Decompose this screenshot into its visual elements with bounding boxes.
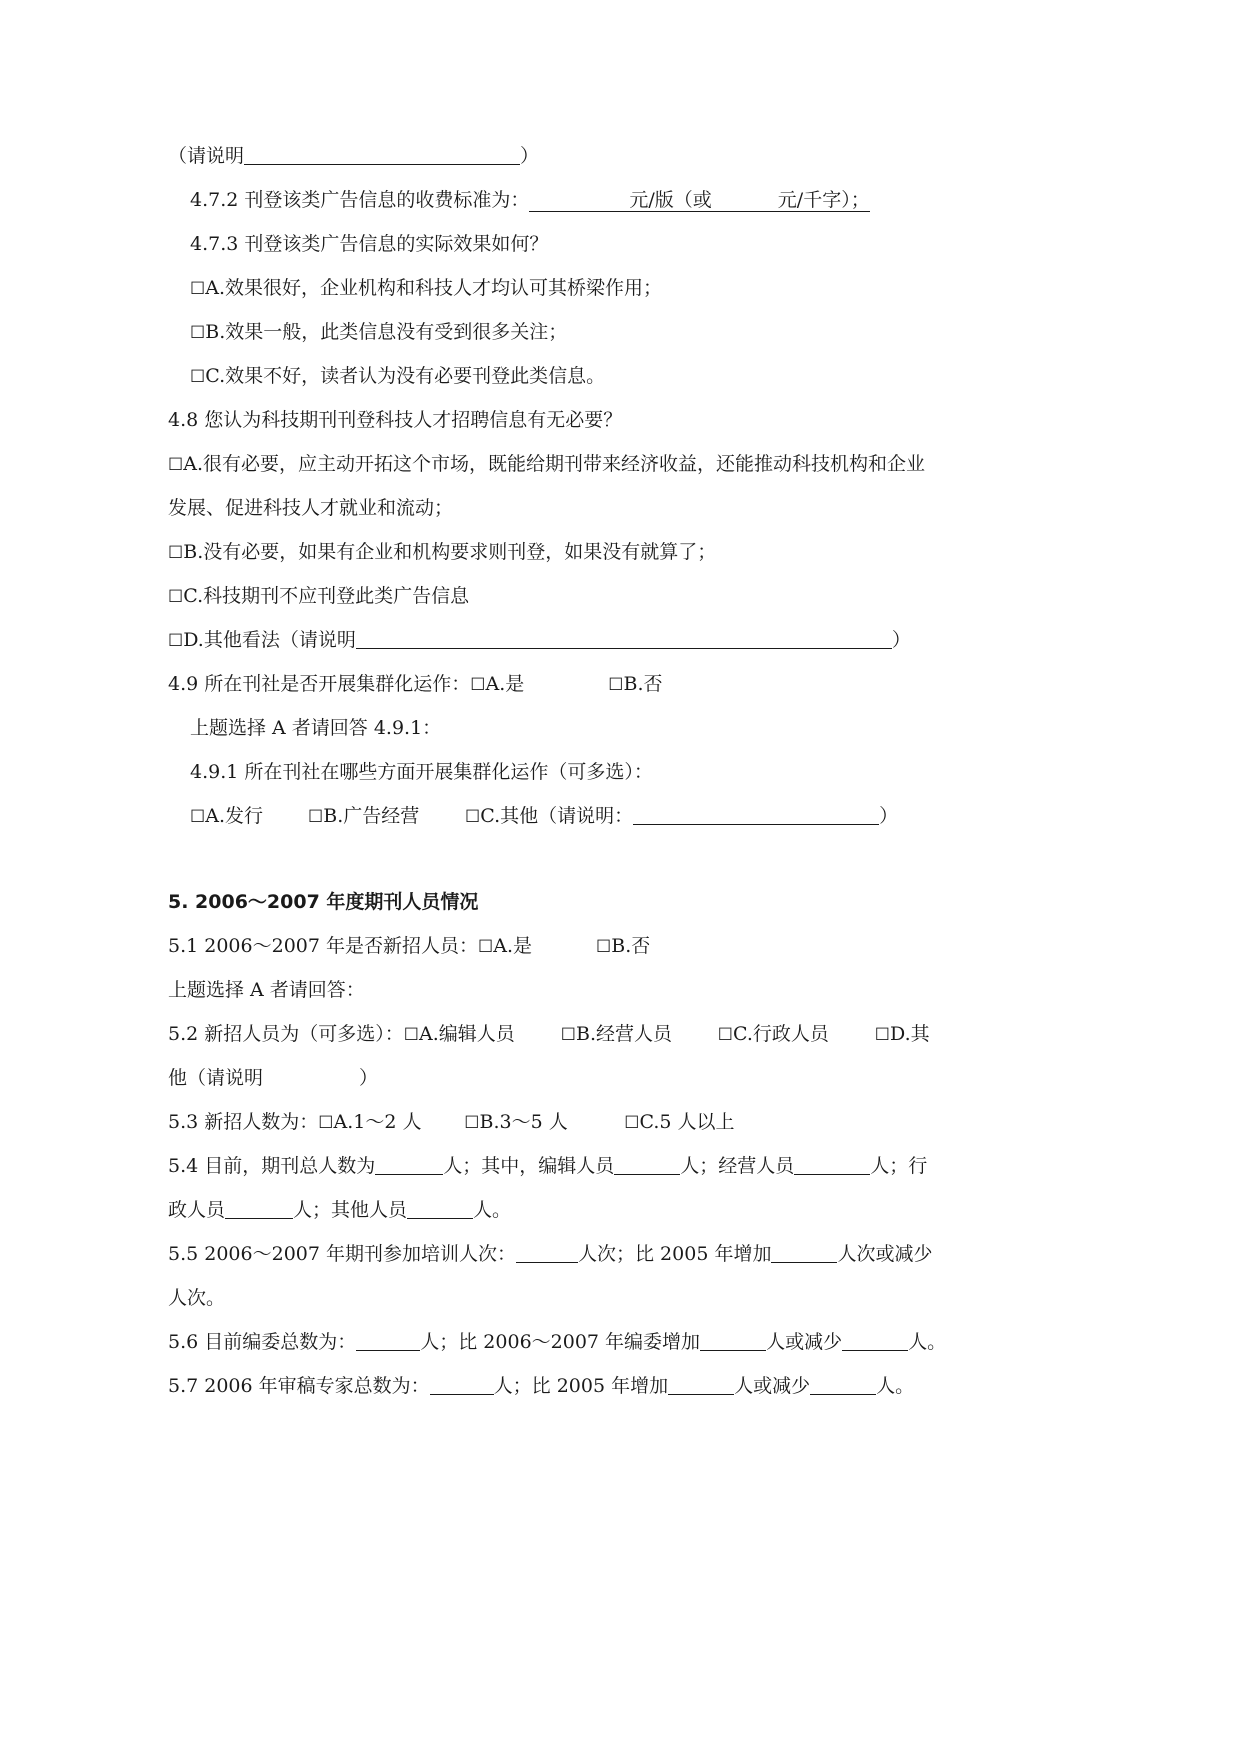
option-admin[interactable]: ☐C.行政人员 xyxy=(717,1023,829,1045)
explain-line: （请说明 ） xyxy=(168,145,540,167)
question-5-2-continued: 他（请说明 ） xyxy=(168,1067,379,1089)
checkbox-icon[interactable]: ☐ xyxy=(190,367,206,387)
option-4-8-d[interactable]: ☐D.其他看法（请说明 ） xyxy=(168,629,911,651)
checkbox-icon[interactable]: ☐ xyxy=(308,807,324,827)
instruction-4-9-1: 上题选择 A 者请回答 4.9.1： xyxy=(190,717,442,739)
editor-count-blank[interactable] xyxy=(614,1156,680,1175)
checkbox-icon[interactable]: ☐ xyxy=(470,675,486,695)
answer-blank[interactable] xyxy=(633,806,879,825)
checkbox-icon[interactable]: ☐ xyxy=(608,675,624,695)
option-business[interactable]: ☐B.经营人员 xyxy=(560,1023,673,1045)
checkbox-icon[interactable]: ☐ xyxy=(190,807,206,827)
option-yes[interactable]: ☐A.是 xyxy=(470,673,525,695)
instruction-5-1: 上题选择 A 者请回答： xyxy=(168,979,365,1001)
question-5-2: 5.2 新招人员为（可多选）：☐A.编辑人员 ☐B.经营人员 ☐C.行政人员 ☐D.其 xyxy=(168,1023,930,1045)
option-4-8-a-continued: 发展、促进科技人才就业和流动； xyxy=(168,497,454,519)
checkbox-icon[interactable]: ☐ xyxy=(465,807,481,827)
checkbox-icon[interactable]: ☐ xyxy=(478,937,494,957)
question-5-7: 5.7 2006 年审稿专家总数为： 人；比 2005 年增加 人或减少 人。 xyxy=(168,1375,915,1397)
question-5-4: 5.4 目前，期刊总人数为 人；其中，编辑人员 人；经营人员 人；行 xyxy=(168,1155,928,1177)
decrease-blank[interactable] xyxy=(810,1376,876,1395)
option-4-8-b[interactable]: ☐B.没有必要，如果有企业和机构要求则刊登，如果没有就算了； xyxy=(168,541,717,563)
checkbox-icon[interactable]: ☐ xyxy=(318,1113,334,1133)
checkbox-icon[interactable]: ☐ xyxy=(560,1025,577,1045)
other-count-blank[interactable] xyxy=(407,1200,473,1219)
fee-blank[interactable]: 元/版（或 元/千字）； xyxy=(529,189,869,212)
question-4-9-1: 4.9.1 所在刊社在哪些方面开展集群化运作（可多选）： xyxy=(190,761,653,783)
option-4-8-c[interactable]: ☐C.科技期刊不应刊登此类广告信息 xyxy=(168,585,470,607)
total-staff-blank[interactable] xyxy=(375,1156,443,1175)
checkbox-icon[interactable]: ☐ xyxy=(403,1025,420,1045)
option-4-7-3-c[interactable]: ☐C.效果不好，读者认为没有必要刊登此类信息。 xyxy=(190,365,606,387)
options-4-9-1 xyxy=(190,804,898,829)
option-editor[interactable]: ☐A.编辑人员 xyxy=(403,1023,515,1045)
checkbox-icon[interactable]: ☐ xyxy=(464,1113,480,1133)
option-no[interactable]: ☐B.否 xyxy=(608,673,663,695)
checkbox-icon[interactable]: ☐ xyxy=(190,279,206,299)
question-5-5: 5.5 2006～2007 年期刊参加培训人次： 人次；比 2005 年增加 人次或减少 xyxy=(168,1243,933,1265)
option-4-7-3-a[interactable]: ☐A.效果很好，企业机构和科技人才均认可其桥梁作用； xyxy=(190,277,663,299)
question-5-1: 5.1 2006～2007 年是否新招人员：☐A.是 ☐B.否 xyxy=(168,935,651,957)
checkbox-icon[interactable]: ☐ xyxy=(168,587,184,607)
admin-count-blank[interactable] xyxy=(225,1200,293,1219)
checkbox-icon[interactable]: ☐ xyxy=(624,1113,640,1133)
editorial-board-blank[interactable] xyxy=(356,1332,420,1351)
option-no[interactable]: ☐B.否 xyxy=(596,935,651,957)
question-4-7-2: 4.7.2 刊登该类广告信息的收费标准为： 元/版（或 元/千字）； xyxy=(190,189,870,211)
increase-blank[interactable] xyxy=(771,1244,837,1263)
option-4-8-a[interactable]: ☐A.很有必要，应主动开拓这个市场，既能给期刊带来经济收益，还能推动科技机构和企业 xyxy=(168,453,926,475)
section-heading-5: 5. 2006～2007 年度期刊人员情况 xyxy=(168,891,479,913)
option-3-5[interactable]: ☐B.3～5 人 xyxy=(464,1111,568,1133)
business-count-blank[interactable] xyxy=(794,1156,870,1175)
option-advertising[interactable]: ☐B.广告经营 xyxy=(308,805,420,827)
option-distribution[interactable]: ☐A.发行 xyxy=(190,805,264,827)
increase-blank[interactable] xyxy=(668,1376,734,1395)
question-5-6: 5.6 目前编委总数为： 人；比 2006～2007 年编委增加 人或减少 人。 xyxy=(168,1331,947,1353)
checkbox-icon[interactable]: ☐ xyxy=(596,937,612,957)
checkbox-icon[interactable]: ☐ xyxy=(874,1025,891,1045)
answer-blank[interactable] xyxy=(244,146,520,165)
question-5-5-continued: 人次。 xyxy=(168,1287,226,1309)
question-5-4-continued: 政人员 人；其他人员 人。 xyxy=(168,1199,512,1221)
reviewer-count-blank[interactable] xyxy=(430,1376,494,1395)
question-4-7-3: 4.7.3 刊登该类广告信息的实际效果如何？ xyxy=(190,233,549,255)
option-yes[interactable]: ☐A.是 xyxy=(478,935,533,957)
option-other[interactable]: ☐C.其他（请说明： ） xyxy=(465,805,899,827)
option-other[interactable]: ☐D.其 xyxy=(874,1023,930,1045)
checkbox-icon[interactable]: ☐ xyxy=(168,543,184,563)
checkbox-icon[interactable]: ☐ xyxy=(190,323,206,343)
increase-blank[interactable] xyxy=(700,1332,766,1351)
decrease-blank[interactable] xyxy=(842,1332,908,1351)
checkbox-icon[interactable]: ☐ xyxy=(717,1025,734,1045)
option-4-7-3-b[interactable]: ☐B.效果一般，此类信息没有受到很多关注； xyxy=(190,321,568,343)
option-1-2[interactable]: ☐A.1～2 人 xyxy=(318,1111,422,1133)
option-5-plus[interactable]: ☐C.5 人以上 xyxy=(624,1111,735,1133)
answer-blank[interactable] xyxy=(356,630,892,649)
question-4-9: 4.9 所在刊社是否开展集群化运作：☐A.是 ☐B.否 xyxy=(168,673,663,695)
checkbox-icon[interactable]: ☐ xyxy=(168,455,184,475)
question-5-3: 5.3 新招人数为：☐A.1～2 人 ☐B.3～5 人 ☐C.5 人以上 xyxy=(168,1111,735,1133)
checkbox-icon[interactable]: ☐ xyxy=(168,631,184,651)
training-count-blank[interactable] xyxy=(516,1244,578,1263)
question-4-8: 4.8 您认为科技期刊刊登科技人才招聘信息有无必要？ xyxy=(168,409,623,431)
